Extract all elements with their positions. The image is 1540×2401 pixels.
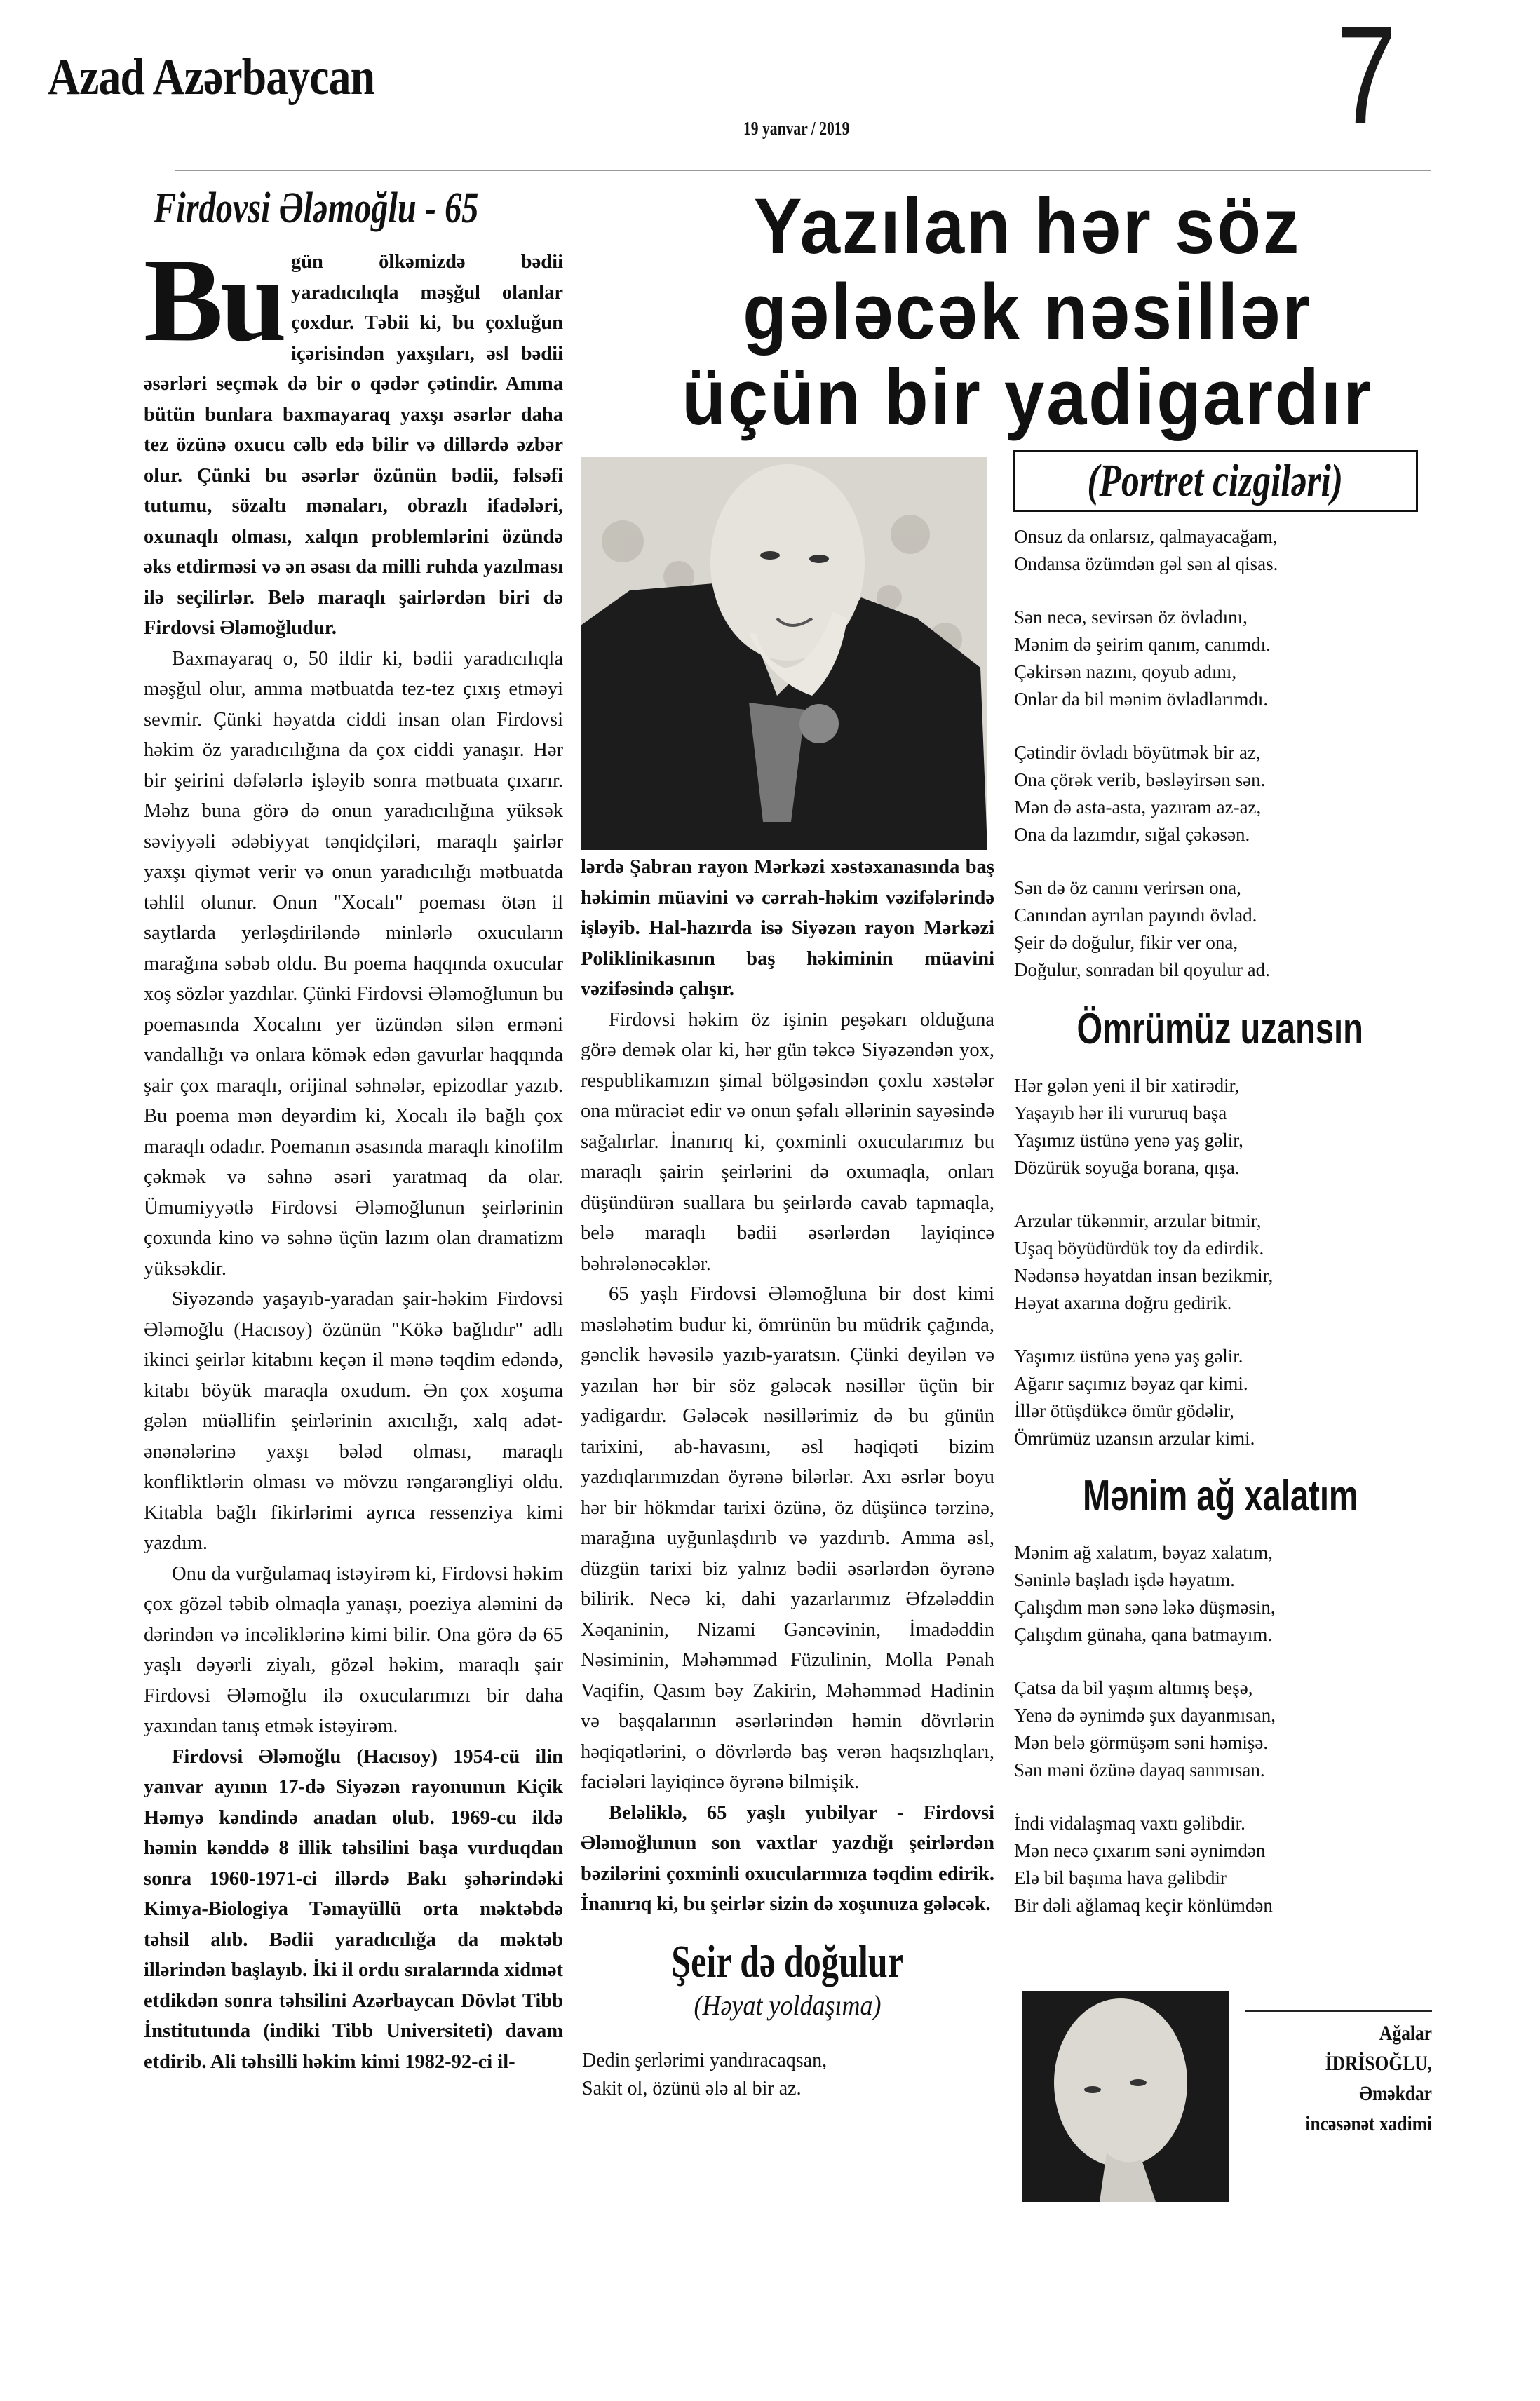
poem-line: Ona çörək verib, bəsləyirsən sən.: [1014, 769, 1266, 790]
poem-line: Yaşımız üstünə yenə yaş gəlir,: [1014, 1130, 1243, 1151]
poem-line: Çalışdım günaha, qana batmayım.: [1014, 1624, 1273, 1645]
author-first-name: Ağalar: [1379, 2022, 1432, 2045]
poem-line: Sən də öz canını verirsən ona,: [1014, 877, 1241, 898]
drop-cap: Bu: [144, 234, 284, 366]
paragraph: Baxmayaraq o, 50 ildir ki, bədii yaradıcılıqla məşğul olur, amma mətbuatda tez-tez çıxış etməyi sevmir. Çünki həyatda ciddi insan olan Firdovsi həkim öz yaradıcılığına da çox ciddi yanaşır. Hər bir şeirini dəfələrlə işləyib sonra mətbuata çıxarır. Məhz buna görə də onun yaradıcılığına yüksək səviyyəli ədəbiyyat tənqidçiləri, maraqlı şairlər yaxşı qiymət verir və onun yaradıcılığı mətbuatda təhlil olunur. Onun "Xocalı" poeması ötən il saytlarda yerləşdiriləndə minlərlə oxucuların marağına səbəb oldu. Bu poema haqqında oxucular xoş sözlər yazdılar. Çünki Firdovsi Ələmoğlunun bu poemasında Xocalını yer üzündən silən erməni vandallığı və onlara kömək edən gavurlar haqqında şair çox maraqlı, orijinal səhnələr, epizodlar yazıb. Bu poema mən deyərdim ki, Xocalı ilə bağlı çox maraqlı odadır. Poemanın əsasında maraqlı kinofilm çəkmək və səhnə əsəri yaratmaq da olar. Ümumiyyətlə Firdovsi Ələmoğlunun şeirlərinin çoxunda kino və səhnə üçün lazım olan dramatizm yüksəkdir.: [144, 647, 563, 1280]
poem-title: [1010, 1471, 1431, 1521]
headline-line: üçün bir yadigardır: [682, 353, 1373, 441]
poem-line: Mən belə görmüşəm səni həmişə.: [1014, 1732, 1269, 1753]
poem-stanza: [1014, 1539, 1431, 1649]
poem-line: Canından ayrılan payındı övlad.: [1014, 905, 1257, 926]
poem-dedication: (Həyat yoldaşıma): [694, 1989, 882, 2021]
section-subtitle: (Portret cizgiləri): [1087, 455, 1344, 506]
article-center-column: [581, 852, 994, 2103]
author-title: incəsənət xadimi: [1305, 2112, 1432, 2135]
poem-line: Həyat axarına doğru gedirik.: [1014, 1292, 1232, 1313]
header-divider: [175, 170, 1431, 171]
poem-menim-ag-xalatim: [1014, 1539, 1431, 1919]
poem-line: Nədənsə həyatdan insan bezikmir,: [1014, 1265, 1274, 1286]
poems-right-column: [1010, 450, 1431, 1945]
headline-line: gələcək nəsillər: [743, 268, 1312, 356]
poem-stanza: [1014, 874, 1431, 984]
article-headline: [603, 184, 1452, 440]
author-title: Əməkdar: [1359, 2082, 1432, 2105]
poem-line: Yaşayıb hər ili vururuq başa: [1014, 1102, 1227, 1123]
poem-stanza: [1014, 604, 1431, 713]
poem-line: Onlar da bil mənim övladlarımdı.: [1014, 689, 1269, 710]
poem-line: Çəkirsən nazını, qoyub adını,: [1014, 661, 1237, 682]
paragraph: 65 yaşlı Firdovsi Ələmoğluna bir dost kimi məsləhətim budur ki, ömrünün bu müdrik çağında, gənclik həvəsilə yazıb-yaratsın. Çünki deyilən və yazılan hər bir söz gələcək nəsillər üçün bir yadigardır. Gələcək nəsillərimiz də bu günün tarixini, ab-havasını, əsl həqiqəti bizim yazdıqlarımızdan öyrənə bilərlər. Axı əsrlər boyu hər bir hökmdar tarixi özünə, öz düşüncə tərzinə, marağına uyğunlaşdırıb və yazdırıb. Amma əsl, düzgün tarixi biz yalnız bədii əsərlərdən öyrənə bilirik. Necə ki, dahi yazarlarımız Əfzələddin Xəqaninin, Nizami Gəncəvinin, İmadəddin Nəsiminin, Məhəmməd Füzulinin, Molla Pənah Vaqifin, Qasım bəy Zakirin, Məhəmməd Hadinin və başqalarının əsərlərindən həmin dövrlərin həqiqətlərini, o dövrlərdə baş verən haqsızlıqları, faciələri layiqincə öyrənə bilmişik.: [581, 1283, 994, 1793]
author-signature: [1234, 2018, 1432, 2139]
poem-title: [1010, 1004, 1431, 1054]
poem-title-text: Şeir də doğulur: [671, 1935, 904, 1987]
poem-line: Ona da lazımdır, sığal çəkəsən.: [1014, 824, 1250, 845]
paragraph: Firdovsi həkim öz işinin peşəkarı olduğuna görə demək olar ki, hər gün təkcə Siyəzəndən yox, respublikamızın şimal bölgəsindən çoxlu xəstələr ona müraciət edir və onun şəfalı əllərinin sayəsində sağalırlar. İnanırıq ki, çoxminli oxucularımız bu maraqlı şairin şeirlərini də oxumaqla, onları düşündürən suallara bu şeirlərdə cavab tapmaqla, belə maraqlı bədii əsərlərdən layiqincə bəhrələnəcəklər.: [581, 1008, 994, 1275]
poem-line: Sən necə, sevirsən öz övladını,: [1014, 607, 1248, 628]
poem-stanza: [1014, 1810, 1431, 1919]
poem-line: Səninlə başladı işdə həyatım.: [1014, 1569, 1235, 1590]
poem-line: Sakit ol, özünü ələ al bir az.: [582, 2077, 802, 2099]
poem-line: Ondansa özümdən gəl sən al qisas.: [1014, 553, 1278, 574]
newspaper-masthead: Azad Azərbaycan: [48, 48, 375, 106]
poem-line: Çalışdım mən sənə ləkə düşməsin,: [1014, 1597, 1276, 1618]
poem-line: Onsuz da onlarsız, qalmayacağam,: [1014, 526, 1278, 547]
signature-divider: [1245, 2010, 1432, 2012]
issue-date: 19 yanvar / 2019: [743, 118, 850, 139]
poem-line: Şeir də doğulur, fikir ver ona,: [1014, 932, 1238, 953]
author-surname: İDRİSOĞLU,: [1325, 2052, 1432, 2075]
poem-stanza: [1014, 1343, 1431, 1452]
poem-line: Bir dəli ağlamaq keçir könlümdən: [1014, 1895, 1273, 1916]
article-left-column: [144, 184, 563, 2077]
poem-line: Mən də asta-asta, yazıram az-az,: [1014, 797, 1262, 818]
poem-line: Mən necə çıxarım səni əynimdən: [1014, 1840, 1266, 1861]
poem-line: Sən məni özünə dayaq sanmısan.: [1014, 1759, 1265, 1780]
poem-title: [581, 1935, 994, 1989]
page-number: 7: [1336, 0, 1397, 154]
poem-stanza: [1014, 1072, 1431, 1182]
poem-stanza: [1014, 1208, 1431, 1317]
poem-line: Hər gələn yeni il bir xatirədir,: [1014, 1075, 1240, 1096]
poem-stanza: [1014, 1675, 1431, 1784]
paragraph: lərdə Şabran rayon Mərkəzi xəstəxanasında baş həkimin müavini və cərrah-həkim vəzifələrində işləyib. Hal-hazırda isə Siyəzən rayon Mərkəzi Poliklinikasının baş həkiminin müavini vəzifəsində çalışır.: [581, 856, 994, 1000]
poem-line: Doğulur, sonradan bil qoyulur ad.: [1014, 959, 1270, 980]
poem-line: İllər ötüşdükcə ömür gödəlir,: [1014, 1400, 1234, 1421]
poem-line: İndi vidalaşmaq vaxtı gəlibdir.: [1014, 1813, 1245, 1834]
poem-line: Çatsa da bil yaşım altımış beşə,: [1014, 1677, 1253, 1698]
poem-title-text: Ömrümüz uzansın: [1076, 1005, 1364, 1053]
portrait-photo: [581, 457, 987, 850]
poem-omrumuz-uzansin: [1014, 1072, 1431, 1452]
poem-body: [582, 2047, 994, 2103]
article-kicker: Firdovsi Ələmoğlu - 65: [154, 184, 479, 232]
headline-line: Yazılan hər söz: [753, 182, 1302, 270]
section-subtitle-box: [1013, 450, 1418, 512]
poem-line: Dedin şerlərimi yandıracaqsan,: [582, 2049, 828, 2071]
poem-line: Elə bil başıma hava gəlibdir: [1014, 1867, 1227, 1888]
poem-line: Ağarır saçımız bəyaz qar kimi.: [1014, 1373, 1248, 1394]
poem-line: Uşaq böyüdürdük toy da edirdik.: [1014, 1238, 1264, 1259]
closing-paragraph: Beləliklə, 65 yaşlı yubilyar - Firdovsi Ələmoğlunun son vaxtlar yazdığı şeirlərdən bəzilərini çoxminli oxucularımıza təqdim edirik. İnanırıq ki, bu şeirlər sizin də xoşunuza gələcək.: [581, 1801, 994, 1915]
portrait-illustration: [581, 457, 987, 850]
poem-line: Yenə də əynimdə şux dayanmısan,: [1014, 1705, 1276, 1726]
poem-stanza: [1014, 739, 1431, 848]
author-photo-illustration: [1022, 1991, 1229, 2202]
poem-portret: [1014, 523, 1431, 984]
poem-line: Dözürük soyuğa borana, qışa.: [1014, 1157, 1240, 1178]
poem-line: Mənim ağ xalatım, bəyaz xalatım,: [1014, 1542, 1273, 1563]
author-photo: [1022, 1991, 1229, 2202]
lead-paragraph: [144, 234, 563, 644]
poem-line: Yaşımız üstünə yenə yaş gəlir.: [1014, 1346, 1243, 1367]
paragraph: Siyəzəndə yaşayıb-yaradan şair-həkim Firdovsi Ələmoğlu (Hacısoy) özünün "Kökə bağlıdır" adlı ikinci şeirlər kitabını keçən il mənə təqdim edəndə, kitabı böyük maraqla oxudum. Ən çox xoşuma gələn müəllifin şeirlərinin axıcılığı, xalq adət-ənənələrinə yaxşı bələd olması, maraqlı konfliktlərin olması və mövzu rəngarəngliyi oldu. Kitabla bağlı fikirlərimi ayrıca ressenziya kimi yazdım.: [144, 1288, 563, 1554]
poem-stanza: [1014, 523, 1431, 578]
paragraph: Onu da vurğulamaq istəyirəm ki, Firdovsi həkim çox gözəl təbib olmaqla yanaşı, poeziya aləmini də dərindən və incəliklərinə kimi bilir. Ona görə də 65 yaşlı dəyərli ziyalı, gözəl həkim, maraqlı şair Firdovsi Ələmoğlu ilə oxucularımızı bir daha yaxından tanış etmək istəyirəm.: [144, 1562, 563, 1737]
bio-paragraph: Firdovsi Ələmoğlu (Hacısoy) 1954-cü ilin yanvar ayının 17-də Siyəzən rayonunun Kiçik Həmyə kəndində anadan olub. 1969-cu ildə həmin kənddə 8 illik təhsilini başa vurduqdan sonra 1960-1971-ci illərdə Bakı şəhərindəki Kimya-Biologiya Təmayüllü orta məktəbdə təhsil alıb. Bədii yaradıcılığa da məktəb illərindən başlayıb. İki il ordu sıralarında xidmət etdikdən sonra təhsilini Azərbaycan Dövlət Tibb İnstitutunda (indiki Tibb Universiteti) davam etdirib. Ali təhsilli həkim kimi 1982-92-ci il-: [144, 1745, 563, 2073]
poem-title-text: Mənim ağ xalatım: [1082, 1472, 1358, 1520]
poem-line: Mənim də şeirim qanım, canımdı.: [1014, 634, 1271, 655]
poem-line: Arzular tükənmir, arzular bitmir,: [1014, 1210, 1262, 1231]
poem-line: Ömrümüz uzansın arzular kimi.: [1014, 1428, 1255, 1449]
lead-text: gün ölkəmizdə bədii yaradıcılıqla məşğul olanlar çoxdur. Təbii ki, bu çoxluğun içərisindən yaxşıları, əsl bədii əsərləri seçmək də bir o qədər çətindir. Amma bütün bunlara baxmayaraq yaxşı əsərlər daha tez özünə oxucu cəlb edə bilir və dillərdə əzbər olur. Çünki bu əsərlər özünün bədii, fəlsəfi tutumu, sözaltı mənaları, obrazlı ifadələri, oxunaqlı olması, xalqın problemlərini özündə əks etdirməsi və ən əsası da milli ruhda yazılması ilə seçilirlər. Belə maraqlı şairlərdən biri də Firdovsi Ələmoğludur.: [144, 251, 563, 639]
poem-line: Çətindir övladı böyütmək bir az,: [1014, 742, 1261, 763]
